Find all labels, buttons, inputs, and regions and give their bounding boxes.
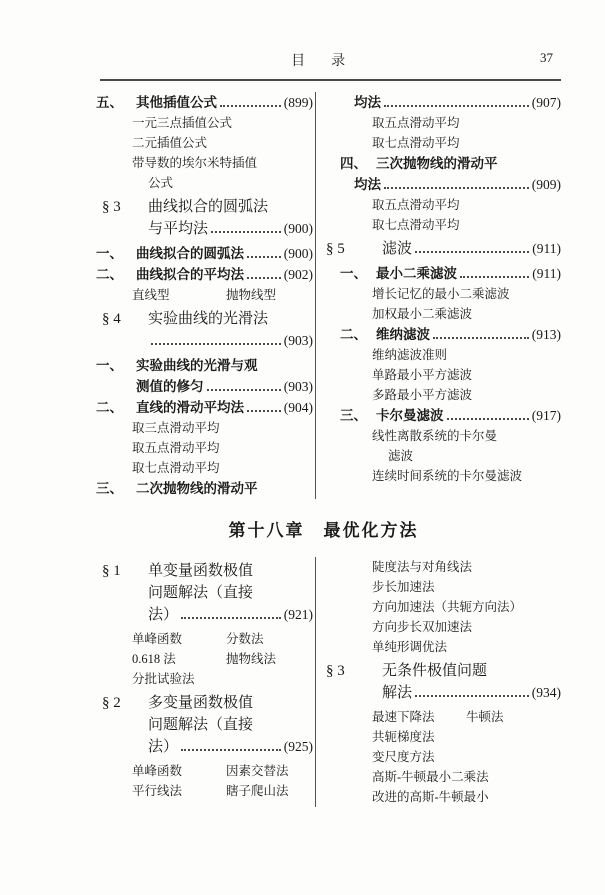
- entry-page-ref: (913): [531, 327, 561, 342]
- entry-body: [136, 243, 313, 264]
- entry-line: [382, 238, 561, 260]
- entry-line: 改进的高斯-牛顿最小: [372, 790, 489, 804]
- entry-label: 一、: [96, 246, 123, 261]
- toc-entry: [102, 560, 313, 626]
- entry-line: [376, 405, 561, 426]
- page-content: [86, 0, 561, 807]
- toc-column-top-left: [86, 92, 315, 499]
- entry-line: 实验曲线的光滑法: [148, 311, 269, 327]
- entry-line: [354, 92, 561, 113]
- toc-entry: [326, 238, 561, 260]
- entry-body: [388, 446, 561, 466]
- entry-label: § 1: [102, 563, 121, 579]
- entry-line: 变尺度方法: [372, 750, 435, 764]
- entry-body: [132, 113, 313, 133]
- toc-entry: [372, 304, 561, 324]
- entry-page-ref: (903): [283, 333, 313, 348]
- entry-body: [372, 215, 561, 235]
- entry-line: [376, 263, 561, 284]
- entry-line: [136, 264, 313, 285]
- entry-body: [132, 669, 313, 689]
- entry-body: [372, 577, 561, 597]
- toc-entry: [340, 153, 561, 174]
- entry-page-ref: (911): [532, 241, 561, 256]
- entry-line: [136, 92, 313, 113]
- toc-entry: [102, 692, 313, 758]
- entry-text: 瞎子爬山法: [226, 784, 289, 798]
- entry-body: [372, 345, 561, 365]
- dot-leader: [220, 105, 281, 107]
- entry-page-ref: (925): [283, 739, 313, 754]
- toc-entry: [96, 264, 313, 285]
- entry-page-ref: (907): [531, 95, 561, 110]
- entry-label: 五、: [96, 95, 123, 110]
- entry-body: [136, 355, 313, 397]
- dot-leader: [415, 695, 529, 697]
- entry-line: 方向加速法（共轭方向法）: [372, 600, 523, 614]
- entry-text: 其他插值公式: [136, 95, 217, 110]
- toc-entry: [132, 285, 313, 305]
- entry-line: 多路最小平方滤波: [372, 388, 473, 402]
- toc-entry: [132, 113, 313, 133]
- entry-page-ref: (903): [283, 379, 313, 394]
- toc-entry: [372, 426, 561, 446]
- toc-column-bottom-left: [86, 557, 315, 807]
- entry-line: [148, 330, 313, 352]
- toc-entry: [354, 92, 561, 113]
- entry-label: § 5: [326, 241, 345, 257]
- entry-body: [136, 478, 313, 499]
- entry-text: 曲线拟合的圆弧法: [136, 246, 244, 261]
- entry-line: 无条件极值问题: [382, 663, 488, 679]
- toc-entry: [340, 324, 561, 345]
- entry-text: 分数法: [226, 632, 264, 646]
- entry-line: 取五点滑动平均: [132, 441, 220, 455]
- entry-text: 单峰函数: [132, 764, 183, 778]
- entry-body: [148, 196, 313, 240]
- toc-entry: [372, 597, 561, 617]
- entry-text: 最速下降法: [372, 710, 435, 724]
- entry-line: 二元插值公式: [132, 136, 208, 150]
- entry-line: 共轭梯度法: [372, 730, 435, 744]
- entry-body: [132, 649, 313, 669]
- entry-line: [136, 243, 313, 264]
- toc-entry: [372, 345, 561, 365]
- toc-entry: [372, 385, 561, 405]
- toc-column-bottom-right: [315, 557, 561, 807]
- entry-text: 0.618 法: [132, 652, 176, 666]
- entry-body: [372, 617, 561, 637]
- toc-entry: [372, 767, 561, 787]
- entry-line: 取七点滑动平均: [372, 218, 460, 232]
- entry-body: [372, 557, 561, 577]
- toc-entry: [132, 649, 313, 669]
- entry-body: [136, 264, 313, 285]
- entry-line: 加权最小二乘滤波: [372, 307, 473, 321]
- toc-entry: [96, 355, 313, 397]
- entry-line: 方向步长双加速法: [372, 620, 473, 634]
- page-title: 目 录: [291, 54, 352, 69]
- toc-entry: [340, 263, 561, 284]
- entry-body: [354, 92, 561, 113]
- toc-entry: [372, 466, 561, 486]
- entry-body: [354, 174, 561, 195]
- entry-body: [376, 324, 561, 345]
- entry-text: 法）: [148, 739, 179, 755]
- entry-label: 二、: [96, 267, 123, 282]
- toc-entry: [372, 747, 561, 767]
- toc-entry: [132, 458, 313, 478]
- dot-leader: [460, 276, 529, 278]
- entry-label: § 3: [326, 663, 345, 679]
- entry-body: [148, 173, 313, 193]
- entry-text: 法）: [148, 607, 179, 623]
- toc-entry: [354, 174, 561, 195]
- toc-entry: [372, 284, 561, 304]
- entry-label: 三、: [340, 408, 367, 423]
- entry-line: [136, 397, 313, 418]
- entry-body: [372, 426, 561, 446]
- entry-line: 取七点滑动平均: [132, 461, 220, 475]
- toc-entry: [372, 133, 561, 153]
- toc-entry: [96, 478, 313, 499]
- entry-body: [382, 660, 561, 704]
- entry-body: [372, 727, 561, 747]
- header-rule: [100, 79, 561, 81]
- entry-label: § 3: [102, 199, 121, 215]
- entry-label: 一、: [340, 266, 367, 281]
- entry-label: § 4: [102, 311, 121, 327]
- entry-text: 均法: [354, 95, 381, 110]
- entry-text: 抛物线法: [226, 652, 277, 666]
- dot-leader: [415, 251, 529, 253]
- entry-text: 直线型: [132, 288, 170, 302]
- entry-line: 单路最小平方滤波: [372, 368, 473, 382]
- entry-body: [148, 560, 313, 626]
- entry-body: [136, 92, 313, 113]
- entry-body: [372, 787, 561, 807]
- dot-leader: [384, 187, 529, 189]
- entry-body: [376, 263, 561, 284]
- toc-entry: [372, 707, 561, 727]
- toc-entry: [132, 133, 313, 153]
- entry-line: 分批试验法: [132, 672, 195, 686]
- toc-entry: [372, 557, 561, 577]
- toc-entry: [132, 761, 313, 781]
- entry-text: 卡尔曼滤波: [376, 408, 444, 423]
- dot-leader: [247, 410, 281, 412]
- entry-body: [372, 195, 561, 215]
- entry-line: 取三点滑动平均: [132, 421, 220, 435]
- toc-entry: [96, 92, 313, 113]
- dot-leader: [181, 617, 281, 619]
- dot-leader: [247, 277, 281, 279]
- entry-line: 一元三点插值公式: [132, 116, 233, 130]
- entry-body: [372, 133, 561, 153]
- entry-body: [372, 597, 561, 617]
- entry-body: [372, 284, 561, 304]
- chapter-heading: 第十八章 最优化方法: [228, 521, 419, 540]
- entry-body: [132, 133, 313, 153]
- toc-entry: [96, 243, 313, 264]
- entry-page-ref: (921): [283, 607, 313, 622]
- entry-body: [132, 285, 313, 305]
- entry-line: [136, 376, 313, 397]
- entry-line: 公式: [148, 176, 174, 190]
- entry-body: [372, 747, 561, 767]
- entry-line: 维纳滤波准则: [372, 348, 448, 362]
- entry-page-ref: (904): [283, 400, 313, 415]
- dot-leader: [447, 418, 529, 420]
- entry-text: 滤波: [382, 241, 413, 257]
- entry-page-ref: (911): [532, 266, 561, 281]
- entry-body: [372, 637, 561, 657]
- entry-line: 二次抛物线的滑动平: [136, 481, 258, 496]
- entry-text: 最小二乘滤波: [376, 266, 457, 281]
- entry-body: [132, 438, 313, 458]
- entry-body: [372, 767, 561, 787]
- entry-body: [372, 113, 561, 133]
- entry-text: 均法: [354, 177, 381, 192]
- entry-body: [136, 397, 313, 418]
- entry-body: [132, 629, 313, 649]
- toc-entry: [372, 637, 561, 657]
- entry-body: [372, 304, 561, 324]
- toc-entry: [148, 173, 313, 193]
- entry-text: 曲线拟合的平均法: [136, 267, 244, 282]
- entry-text: 直线的滑动平均法: [136, 400, 244, 415]
- entry-line: [354, 174, 561, 195]
- entry-line: 取七点滑动平均: [372, 136, 460, 150]
- entry-body: [132, 458, 313, 478]
- toc-entry: [372, 215, 561, 235]
- entry-body: [382, 238, 561, 260]
- toc-section-top: [86, 92, 561, 499]
- dot-leader: [433, 337, 529, 339]
- toc-entry: [372, 727, 561, 747]
- entry-page-ref: (902): [283, 267, 313, 282]
- entry-line: 高斯-牛顿最小二乘法: [372, 770, 489, 784]
- entry-label: § 2: [102, 695, 121, 711]
- page-number: 37: [540, 50, 553, 65]
- dot-leader: [181, 749, 281, 751]
- entry-body: [148, 308, 313, 352]
- entry-body: [372, 466, 561, 486]
- toc-entry: [340, 405, 561, 426]
- entry-line: 单变量函数极值: [148, 563, 254, 579]
- toc-entry: [132, 153, 313, 173]
- entry-text: 单峰函数: [132, 632, 183, 646]
- entry-page-ref: (934): [531, 685, 561, 700]
- entry-label: 二、: [96, 400, 123, 415]
- entry-label: 四、: [340, 156, 367, 171]
- entry-line: 带导数的埃尔米特插值: [132, 156, 258, 170]
- entry-line: [148, 604, 313, 626]
- entry-line: 陡度法与对角线法: [372, 560, 473, 574]
- entry-body: [132, 781, 313, 801]
- entry-body: [132, 418, 313, 438]
- running-header: [86, 0, 561, 70]
- entry-text: 因素交替法: [226, 764, 289, 778]
- toc-entry: [132, 781, 313, 801]
- toc-entry: [372, 577, 561, 597]
- toc-entry: [132, 669, 313, 689]
- entry-body: [372, 385, 561, 405]
- entry-line: 取五点滑动平均: [372, 116, 460, 130]
- toc-entry: [372, 365, 561, 385]
- toc-entry: [132, 418, 313, 438]
- dot-leader: [384, 105, 529, 107]
- entry-page-ref: (899): [283, 95, 313, 110]
- entry-line: [382, 682, 561, 704]
- entry-label: 一、: [96, 358, 123, 373]
- entry-line: 多变量函数极值: [148, 695, 254, 711]
- entry-page-ref: (900): [283, 246, 313, 261]
- entry-text: 牛顿法: [466, 710, 504, 724]
- entry-body: [132, 761, 313, 781]
- dot-leader: [211, 231, 281, 233]
- entry-text: 与平均法: [148, 221, 209, 237]
- entry-body: [372, 707, 561, 727]
- toc-entry: [132, 438, 313, 458]
- entry-line: 问题解法（直接: [148, 585, 254, 601]
- entry-line: 步长加速法: [372, 580, 435, 594]
- toc-entry: [372, 787, 561, 807]
- entry-line: 增长记忆的最小二乘滤波: [372, 287, 510, 301]
- entry-line: 线性离散系统的卡尔曼: [372, 429, 498, 443]
- entry-line: 曲线拟合的圆弧法: [148, 199, 269, 215]
- entry-line: 单纯形调优法: [372, 640, 448, 654]
- toc-entry: [132, 629, 313, 649]
- toc-entry: [388, 446, 561, 466]
- entry-body: [376, 405, 561, 426]
- dot-leader: [207, 389, 281, 391]
- entry-line: [148, 736, 313, 758]
- entry-line: [376, 324, 561, 345]
- entry-page-ref: (900): [283, 221, 313, 236]
- entry-text: 抛物线型: [226, 288, 277, 302]
- entry-text: 维纳滤波: [376, 327, 430, 342]
- toc-entry: [326, 660, 561, 704]
- entry-text: 测值的修匀: [136, 379, 204, 394]
- entry-line: [148, 218, 313, 240]
- toc-entry: [102, 308, 313, 352]
- entry-label: 二、: [340, 327, 367, 342]
- toc-entry: [102, 196, 313, 240]
- entry-page-ref: (909): [531, 177, 561, 192]
- toc-section-bottom: [86, 557, 561, 807]
- entry-body: [376, 153, 561, 174]
- entry-label: 三、: [96, 481, 123, 496]
- entry-line: 连续时间系统的卡尔曼滤波: [372, 469, 523, 483]
- entry-line: 取五点滑动平均: [372, 198, 460, 212]
- entry-line: 滤波: [388, 449, 414, 463]
- entry-body: [372, 365, 561, 385]
- entry-line: 问题解法（直接: [148, 717, 254, 733]
- dot-leader: [247, 256, 281, 258]
- toc-entry: [372, 195, 561, 215]
- toc-entry: [372, 113, 561, 133]
- toc-entry: [96, 397, 313, 418]
- dot-leader: [151, 343, 281, 345]
- toc-entry: [372, 617, 561, 637]
- entry-body: [148, 692, 313, 758]
- entry-line: 三次抛物线的滑动平: [376, 156, 498, 171]
- entry-line: 实验曲线的光滑与观: [136, 358, 258, 373]
- entry-text: 平行线法: [132, 784, 183, 798]
- toc-column-top-right: [315, 92, 561, 499]
- entry-page-ref: (917): [531, 408, 561, 423]
- entry-body: [132, 153, 313, 173]
- entry-text: 解法: [382, 685, 413, 701]
